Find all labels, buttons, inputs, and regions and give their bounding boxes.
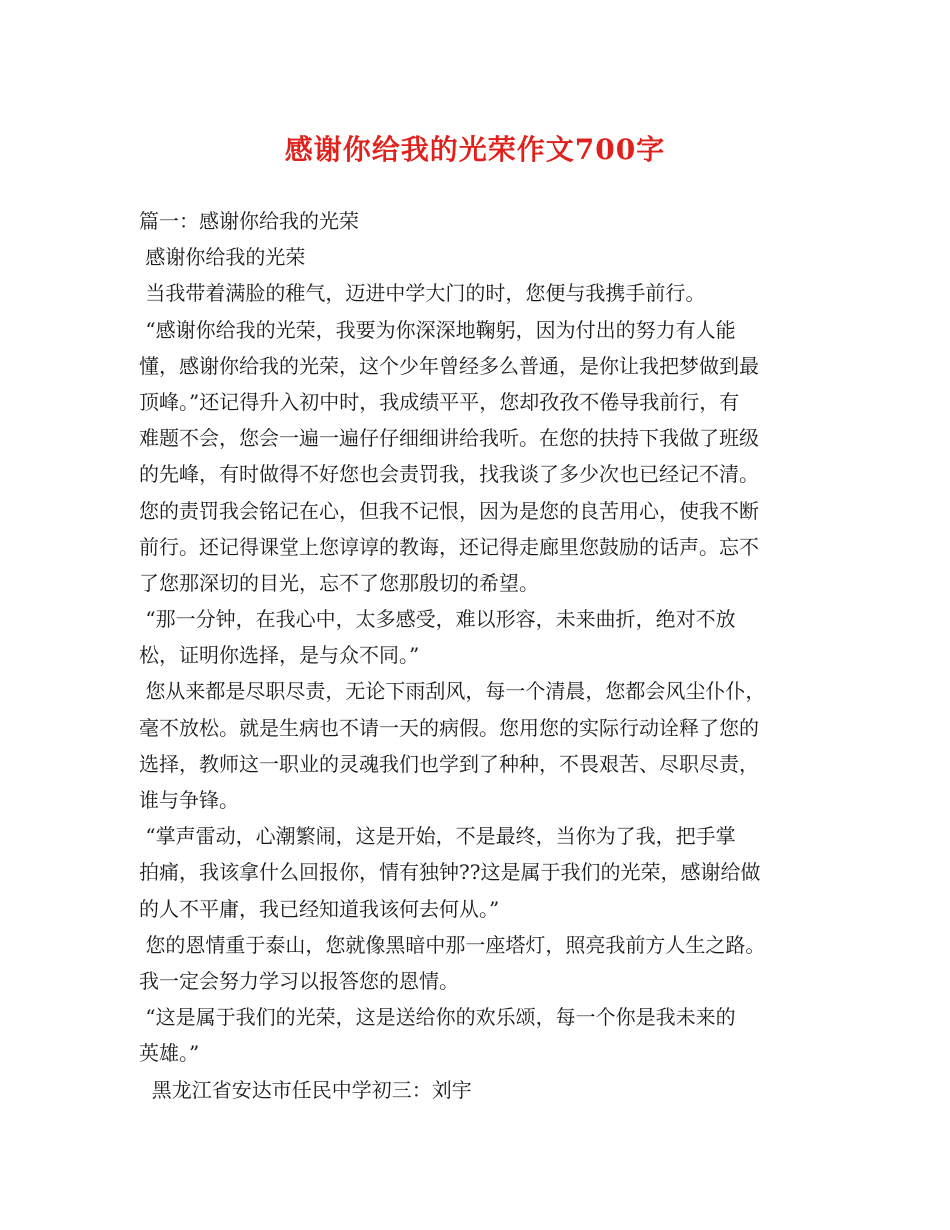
text-line: “掌声雷动，心潮繁闹，这是开始，不是最终，当你为了我，把手掌: [139, 824, 736, 849]
text-line: 篇一：感谢你给我的光荣: [139, 209, 359, 233]
text-line: 松，证明你选择，是与众不同。”: [139, 643, 420, 668]
text-line: 了您那深切的目光，忘不了您那殷切的希望。: [139, 570, 539, 595]
text-line: 的先峰，有时做得不好您也会责罚我，找我谈了多少次也已经记不清。: [139, 462, 759, 487]
text-line: 选择，教师这一职业的灵魂我们也学到了种种，不畏艰苦、尽职尽责，: [139, 751, 759, 776]
text-line: 您的责罚我会铭记在心，但我不记恨，因为是您的良苦用心，使我不断: [139, 498, 759, 523]
text-line: 拍痛，我该拿什么回报你，情有独钟??这是属于我们的光荣，感谢给做: [139, 860, 761, 885]
text-line: 谁与争锋。: [139, 788, 239, 812]
document-title: 感谢你给我的光荣作文700字: [284, 133, 666, 166]
document-body: [139, 203, 829, 1108]
text-line: 懂，感谢你给我的光荣，这个少年曾经多么普通，是你让我把梦做到最: [139, 353, 759, 378]
text-line: 黑龙江省安达市任民中学初三：刘宇: [139, 1077, 472, 1102]
text-line: 我一定会努力学习以报答您的恩情。: [139, 968, 459, 993]
text-line: “这是属于我们的光荣，这是送给你的欢乐颂，每一个你是我未来的: [139, 1005, 736, 1030]
text-line: 英雄。”: [139, 1041, 200, 1066]
text-line: 顶峰。”还记得升入初中时，我成绩平平，您却孜孜不倦导我前行，有: [139, 389, 740, 414]
text-line: 当我带着满脸的稚气，迈进中学大门的时，您便与我携手前行。: [139, 281, 706, 306]
text-line: “感谢你给我的光荣，我要为你深深地鞠躬，因为付出的努力有人能: [139, 317, 736, 342]
text-line: “那一分钟，在我心中，太多感受，难以形容，未来曲折，绝对不放: [139, 607, 736, 632]
text-line: 您从来都是尽职尽责，无论下雨刮风，每一个清晨，您都会风尘仆仆，: [139, 679, 766, 704]
text-line: 您的恩情重于泰山，您就像黑暗中那一座塔灯，照亮我前方人生之路。: [139, 932, 766, 957]
text-line: 感谢你给我的光荣: [139, 245, 306, 270]
text-line: 难题不会，您会一遍一遍仔仔细细讲给我听。在您的扶持下我做了班级: [139, 426, 759, 451]
text-line: 毫不放松。就是生病也不请一天的病假。您用您的实际行动诠释了您的: [139, 715, 759, 740]
text-line: 的人不平庸，我已经知道我该何去何从。”: [139, 896, 500, 921]
text-line: 前行。还记得课堂上您谆谆的教诲，还记得走廊里您鼓励的话声。忘不: [139, 534, 759, 559]
